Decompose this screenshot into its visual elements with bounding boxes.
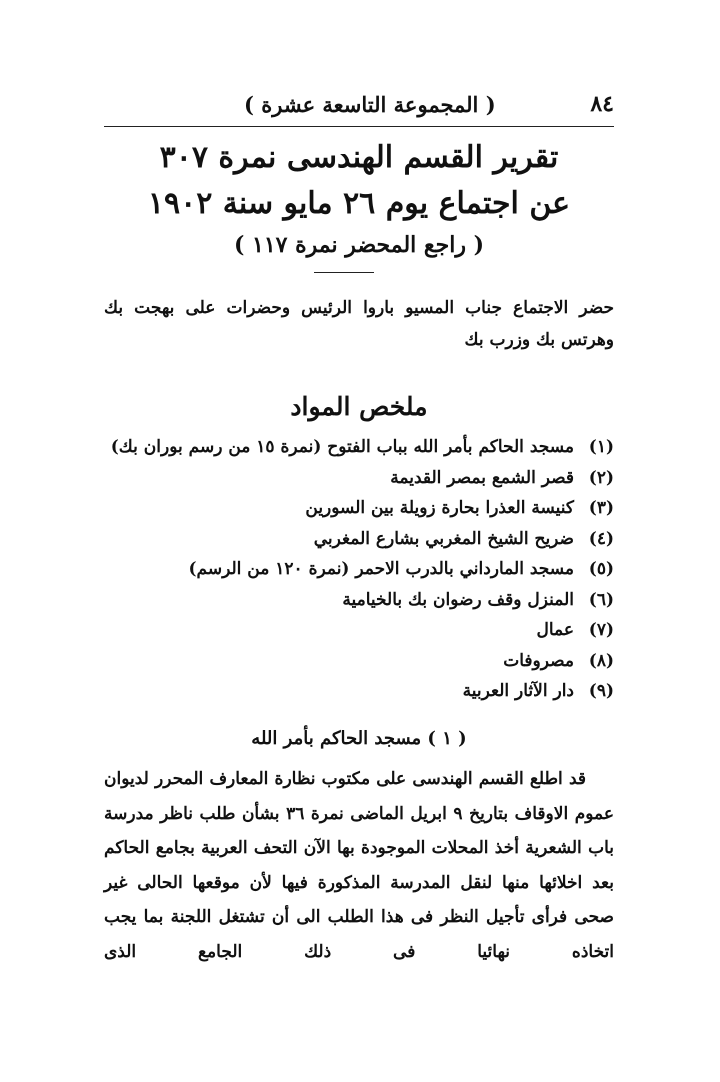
item-number: (٧): [588, 620, 614, 641]
item-text: مسجد الحاكم بأمر الله بباب الفتوح (نمرة ١٥ من رسم بوران بك): [110, 437, 574, 458]
summary-list: [104, 432, 614, 707]
list-item: [104, 676, 614, 707]
page-header: [104, 86, 614, 122]
list-item: [104, 585, 614, 616]
item-text: قصر الشمع بمصر القديمة: [390, 467, 574, 488]
item-text: كنيسة العذرا بحارة زويلة بين السورين: [305, 498, 574, 519]
item-text: المنزل وقف رضوان بك بالخيامية: [342, 589, 574, 610]
item-text: مصروفات: [503, 650, 574, 671]
title-divider: [314, 272, 374, 273]
item-text: عمال: [536, 620, 574, 641]
item-number: (٦): [588, 589, 614, 610]
item-text: دار الآثار العربية: [462, 681, 574, 702]
item-number: (٩): [588, 681, 614, 702]
item-number: (٣): [588, 498, 614, 519]
list-item: [104, 524, 614, 555]
minutes-reference: ( راجع المحضر نمرة ١١٧ ): [233, 232, 485, 258]
list-item: [104, 646, 614, 677]
page-number: ٨٤: [590, 91, 614, 117]
attendance-paragraph: حضر الاجتماع جناب المسيو باروا الرئيس وحضرات على بهجت بك وهرتس بك وزرب بك: [104, 298, 614, 350]
item-number: (١): [588, 437, 614, 458]
list-item: [104, 493, 614, 524]
header-divider: [104, 126, 614, 127]
section-heading: ( ١ ) مسجد الحاكم بأمر الله: [251, 728, 467, 749]
running-head: ( المجموعة التاسعة عشرة ): [244, 91, 496, 117]
item-number: (٤): [588, 528, 614, 549]
list-item: [104, 432, 614, 463]
list-item: [104, 554, 614, 585]
summary-heading: ملخص المواد: [290, 392, 428, 421]
item-number: (٢): [588, 467, 614, 488]
item-number: (٨): [588, 650, 614, 671]
item-text: ضريح الشيخ المغربي بشارع المغربي: [313, 528, 574, 549]
list-item: [104, 463, 614, 494]
report-title: تقرير القسم الهندسى نمرة ٣٠٧: [159, 140, 559, 175]
meeting-date-title: عن اجتماع يوم ٢٦ مايو سنة ١٩٠٢: [147, 186, 571, 221]
item-number: (٥): [588, 559, 614, 580]
body-paragraph: قد اطلع القسم الهندسى على مكتوب نظارة المعارف المحرر لديوان عموم الاوقاف بتاريخ ٩ ابريل الماضى نمرة ٣٦ بشأن طلب ناظر مدرسة باب الشعرية أخذ المحلات الموجودة بها الآن التحف العربية بجامع الحاكم بعد اخلائها منها لنقل المدرسة المذكورة فيها لأن موقعها الحالى غير صحى فرأى تأجيل النظر فى هذا الطلب الى أن تشتغل اللجنة بما يجب اتخاذه نهائيا فى ذلك الجامع الذى: [104, 769, 614, 962]
list-item: [104, 615, 614, 646]
item-text: مسجد المارداني بالدرب الاحمر (نمرة ١٢٠ من الرسم): [188, 559, 574, 580]
